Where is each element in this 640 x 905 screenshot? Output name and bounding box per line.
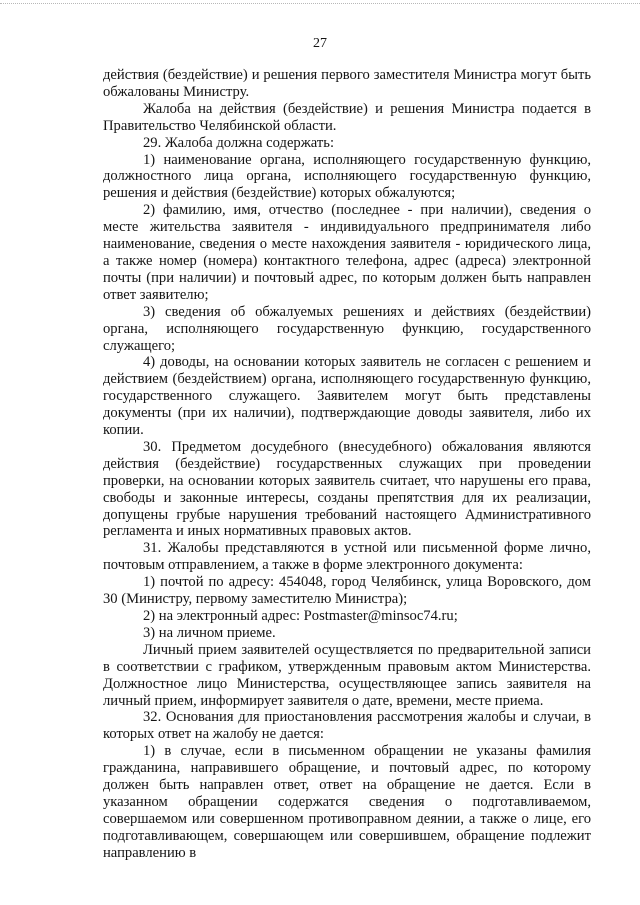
paragraph-31-item-1: 1) почтой по адресу: 454048, город Челябинск, улица Воровского, дом 30 (Министру, первому заместителю Министра); bbox=[103, 574, 591, 608]
paragraph-29-item-1: 1) наименование органа, исполняющего государственную функцию, должностного лица органа, исполняющего государственную функцию, решения и действия (бездействие) которых обжалуются; bbox=[103, 151, 591, 202]
paragraph-29-heading: 29. Жалоба должна содержать: bbox=[143, 134, 334, 151]
paragraph-31-item-2: 2) на электронный адрес: Postmaster@minsoc74.ru; bbox=[143, 608, 458, 624]
paragraph-32: 32. Основания для приостановления рассмотрения жалобы и случаи, в которых ответ на жалобу не дается: bbox=[103, 709, 591, 743]
paragraph-appeal-to-government: Жалоба на действия (бездействие) и решения Министра подается в Правительство Челябинской области. bbox=[103, 100, 591, 134]
paragraph-29-item-2: 2) фамилию, имя, отчество (последнее - при наличии), сведения о месте жительства заявителя - индивидуального предпринимателя либо наименование, сведения о месте нахождения заявителя - юридического лица, а также номер (номера) контактного телефона, адрес (адреса) электронной почты (при наличии) и почтовый адрес, по которым должен быть направлен ответ заявителю; bbox=[103, 202, 591, 303]
paragraph-32-item-1: 1) в случае, если в письменном обращении не указаны фамилия гражданина, направившего обращение, и почтовый адрес, по которому должен быть направлен ответ, ответ на обращение не дается. Если в указанном обращении содержатся сведения о подготавливаемом, совершаемом или совершенном противоправном деянии, а также о лице, его подготавливающем, совершающем или совершившем, обращение подлежит направлению в bbox=[103, 743, 591, 861]
paragraph-29-item-4: 4) доводы, на основании которых заявитель не согласен с решением и действием (бездействием) органа, исполняющего государственную функцию, государственного служащего. Заявителем могут быть представлены документы (при их наличии), подтверждающие доводы заявителя, либо их копии. bbox=[103, 354, 591, 439]
paragraph-personal-reception: Личный прием заявителей осуществляется по предварительной записи в соответствии с графиком, утвержденным правовым актом Министерства. Должностное лицо Министерства, осуществляющее запись заявителя на личный прием, информирует заявителя о дате, времени, месте приема. bbox=[103, 641, 591, 709]
paragraph-31: 31. Жалобы представляются в устной или письменной форме лично, почтовым отправлением, а также в форме электронного документа: bbox=[103, 540, 591, 574]
page-number: 27 bbox=[313, 36, 327, 51]
paragraph-29-item-3: 3) сведения об обжалуемых решениях и действиях (бездействии) органа, исполняющего государственную функцию, государственного служащего; bbox=[103, 303, 591, 354]
document-body bbox=[103, 67, 591, 862]
paragraph-appeal-to-minister: действия (бездействие) и решения первого заместителя Министра могут быть обжалованы Министру. bbox=[103, 67, 591, 100]
paragraph-31-item-3: 3) на личном приеме. bbox=[143, 624, 276, 641]
paragraph-30: 30. Предметом досудебного (внесудебного) обжалования являются действия (бездействие) государственных служащих при проведении проверки, на основании которых заявитель считает, что нарушены его права, свободы и законные интересы, созданы препятствия для их реализации, допущены грубые нарушения требований настоящего Административного регламента и иных нормативных правовых актов. bbox=[103, 438, 591, 540]
